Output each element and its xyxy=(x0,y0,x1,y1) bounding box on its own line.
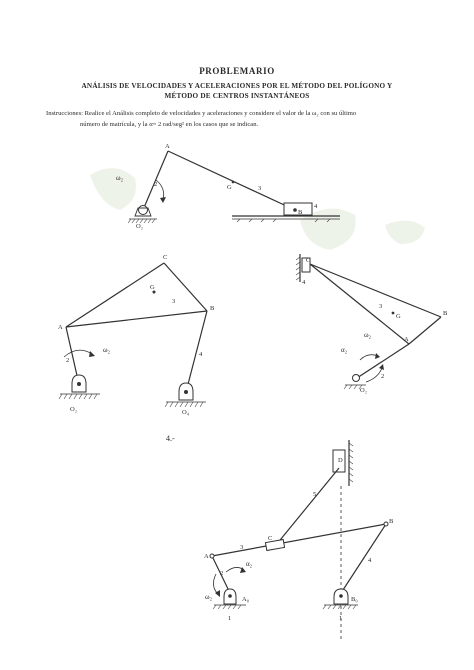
center-g xyxy=(232,181,235,184)
link-3-right xyxy=(409,317,441,344)
joint-b xyxy=(293,208,297,212)
link-4 xyxy=(186,311,207,392)
link-3-top xyxy=(310,264,441,317)
label-o2: O₂ xyxy=(360,387,367,394)
label-4: 4 xyxy=(199,351,203,358)
label-b0: B₀ xyxy=(351,596,358,603)
label-4: 4 xyxy=(302,279,306,286)
scan-smudge xyxy=(90,168,136,210)
pivot-a0 xyxy=(228,594,232,598)
figure-4-number: 4.- xyxy=(166,434,175,443)
label-a: A xyxy=(204,553,209,560)
label-d: D xyxy=(338,457,343,464)
figure-3 xyxy=(296,254,448,394)
label-g: G xyxy=(227,184,232,191)
label-2: 2 xyxy=(381,373,385,380)
arrowhead xyxy=(375,353,380,359)
label-o2: O₂ xyxy=(70,406,77,413)
label-2: 2 xyxy=(154,181,158,188)
scan-smudge xyxy=(385,221,425,244)
link-3-right xyxy=(164,263,207,311)
pivot-o2 xyxy=(353,375,360,382)
center-g xyxy=(392,312,395,315)
label-2: 2 xyxy=(220,570,224,577)
label-alpha2: α₂ xyxy=(341,346,348,354)
subtitle-line-1: ANÁLISIS DE VELOCIDADES Y ACELERACIONES POR EL MÉTODO DEL POLÍGONO Y xyxy=(81,82,393,90)
page-title: PROBLEMARIO xyxy=(199,66,275,76)
figure-4 xyxy=(204,440,394,640)
link-3-bottom xyxy=(310,264,409,344)
label-ground-1-left: 1 xyxy=(228,615,232,622)
joint-a xyxy=(210,554,214,558)
label-c: C xyxy=(163,254,168,261)
label-omega2: ω₂ xyxy=(116,174,124,182)
omega-arrow xyxy=(64,350,92,357)
label-a: A xyxy=(404,336,409,343)
pivot-o2 xyxy=(77,382,81,386)
label-3: 3 xyxy=(379,303,383,310)
link-5 xyxy=(276,468,339,545)
label-b: B xyxy=(443,310,448,317)
link-3 xyxy=(168,151,295,210)
label-5: 5 xyxy=(313,491,317,498)
link-4 xyxy=(341,524,386,593)
label-c: C xyxy=(306,257,311,264)
label-omega2: ω₂ xyxy=(205,593,213,601)
label-o2: O₂ xyxy=(136,223,143,230)
link-3 xyxy=(212,524,386,556)
figure-2 xyxy=(58,254,215,416)
label-c: C xyxy=(268,535,273,542)
pivot-o4 xyxy=(184,390,188,394)
label-3: 3 xyxy=(258,185,262,192)
link-2 xyxy=(66,327,78,380)
label-3: 3 xyxy=(172,298,176,305)
label-4: 4 xyxy=(368,557,372,564)
omega-arrow xyxy=(213,574,218,594)
label-a: A xyxy=(165,143,170,150)
label-4: 4 xyxy=(314,203,318,210)
subtitle-line-2: MÉTODO DE CENTROS INSTANTÁNEOS xyxy=(164,92,310,100)
arrowhead xyxy=(89,351,95,357)
label-b: B xyxy=(298,209,303,216)
label-ground-1-right: 1 xyxy=(339,615,343,622)
pivot-o2 xyxy=(139,206,148,215)
label-g: G xyxy=(396,313,401,320)
instructions-line-1: Instrucciones: Realice el Análisis completo de velocidades y aceleraciones y considere el valor de la ω₂ con su último xyxy=(46,110,357,117)
label-b: B xyxy=(210,305,215,312)
label-omega2: ω₂ xyxy=(364,331,372,339)
joint-b xyxy=(384,522,388,526)
label-alpha2: α₂ xyxy=(246,560,253,568)
label-a0: A₀ xyxy=(242,596,249,603)
arrowhead xyxy=(160,197,166,203)
pivot-b0 xyxy=(339,594,343,598)
label-omega2: ω₂ xyxy=(103,346,111,354)
label-g: G xyxy=(150,284,155,291)
label-2: 2 xyxy=(66,357,70,364)
instructions-line-2: número de matrícula, y la α= 2 rad/seg² en los casos que se indican. xyxy=(80,121,259,128)
label-3: 3 xyxy=(240,544,244,551)
label-o4: O₄ xyxy=(182,409,189,416)
label-b: B xyxy=(389,518,394,525)
label-a: A xyxy=(58,324,63,331)
